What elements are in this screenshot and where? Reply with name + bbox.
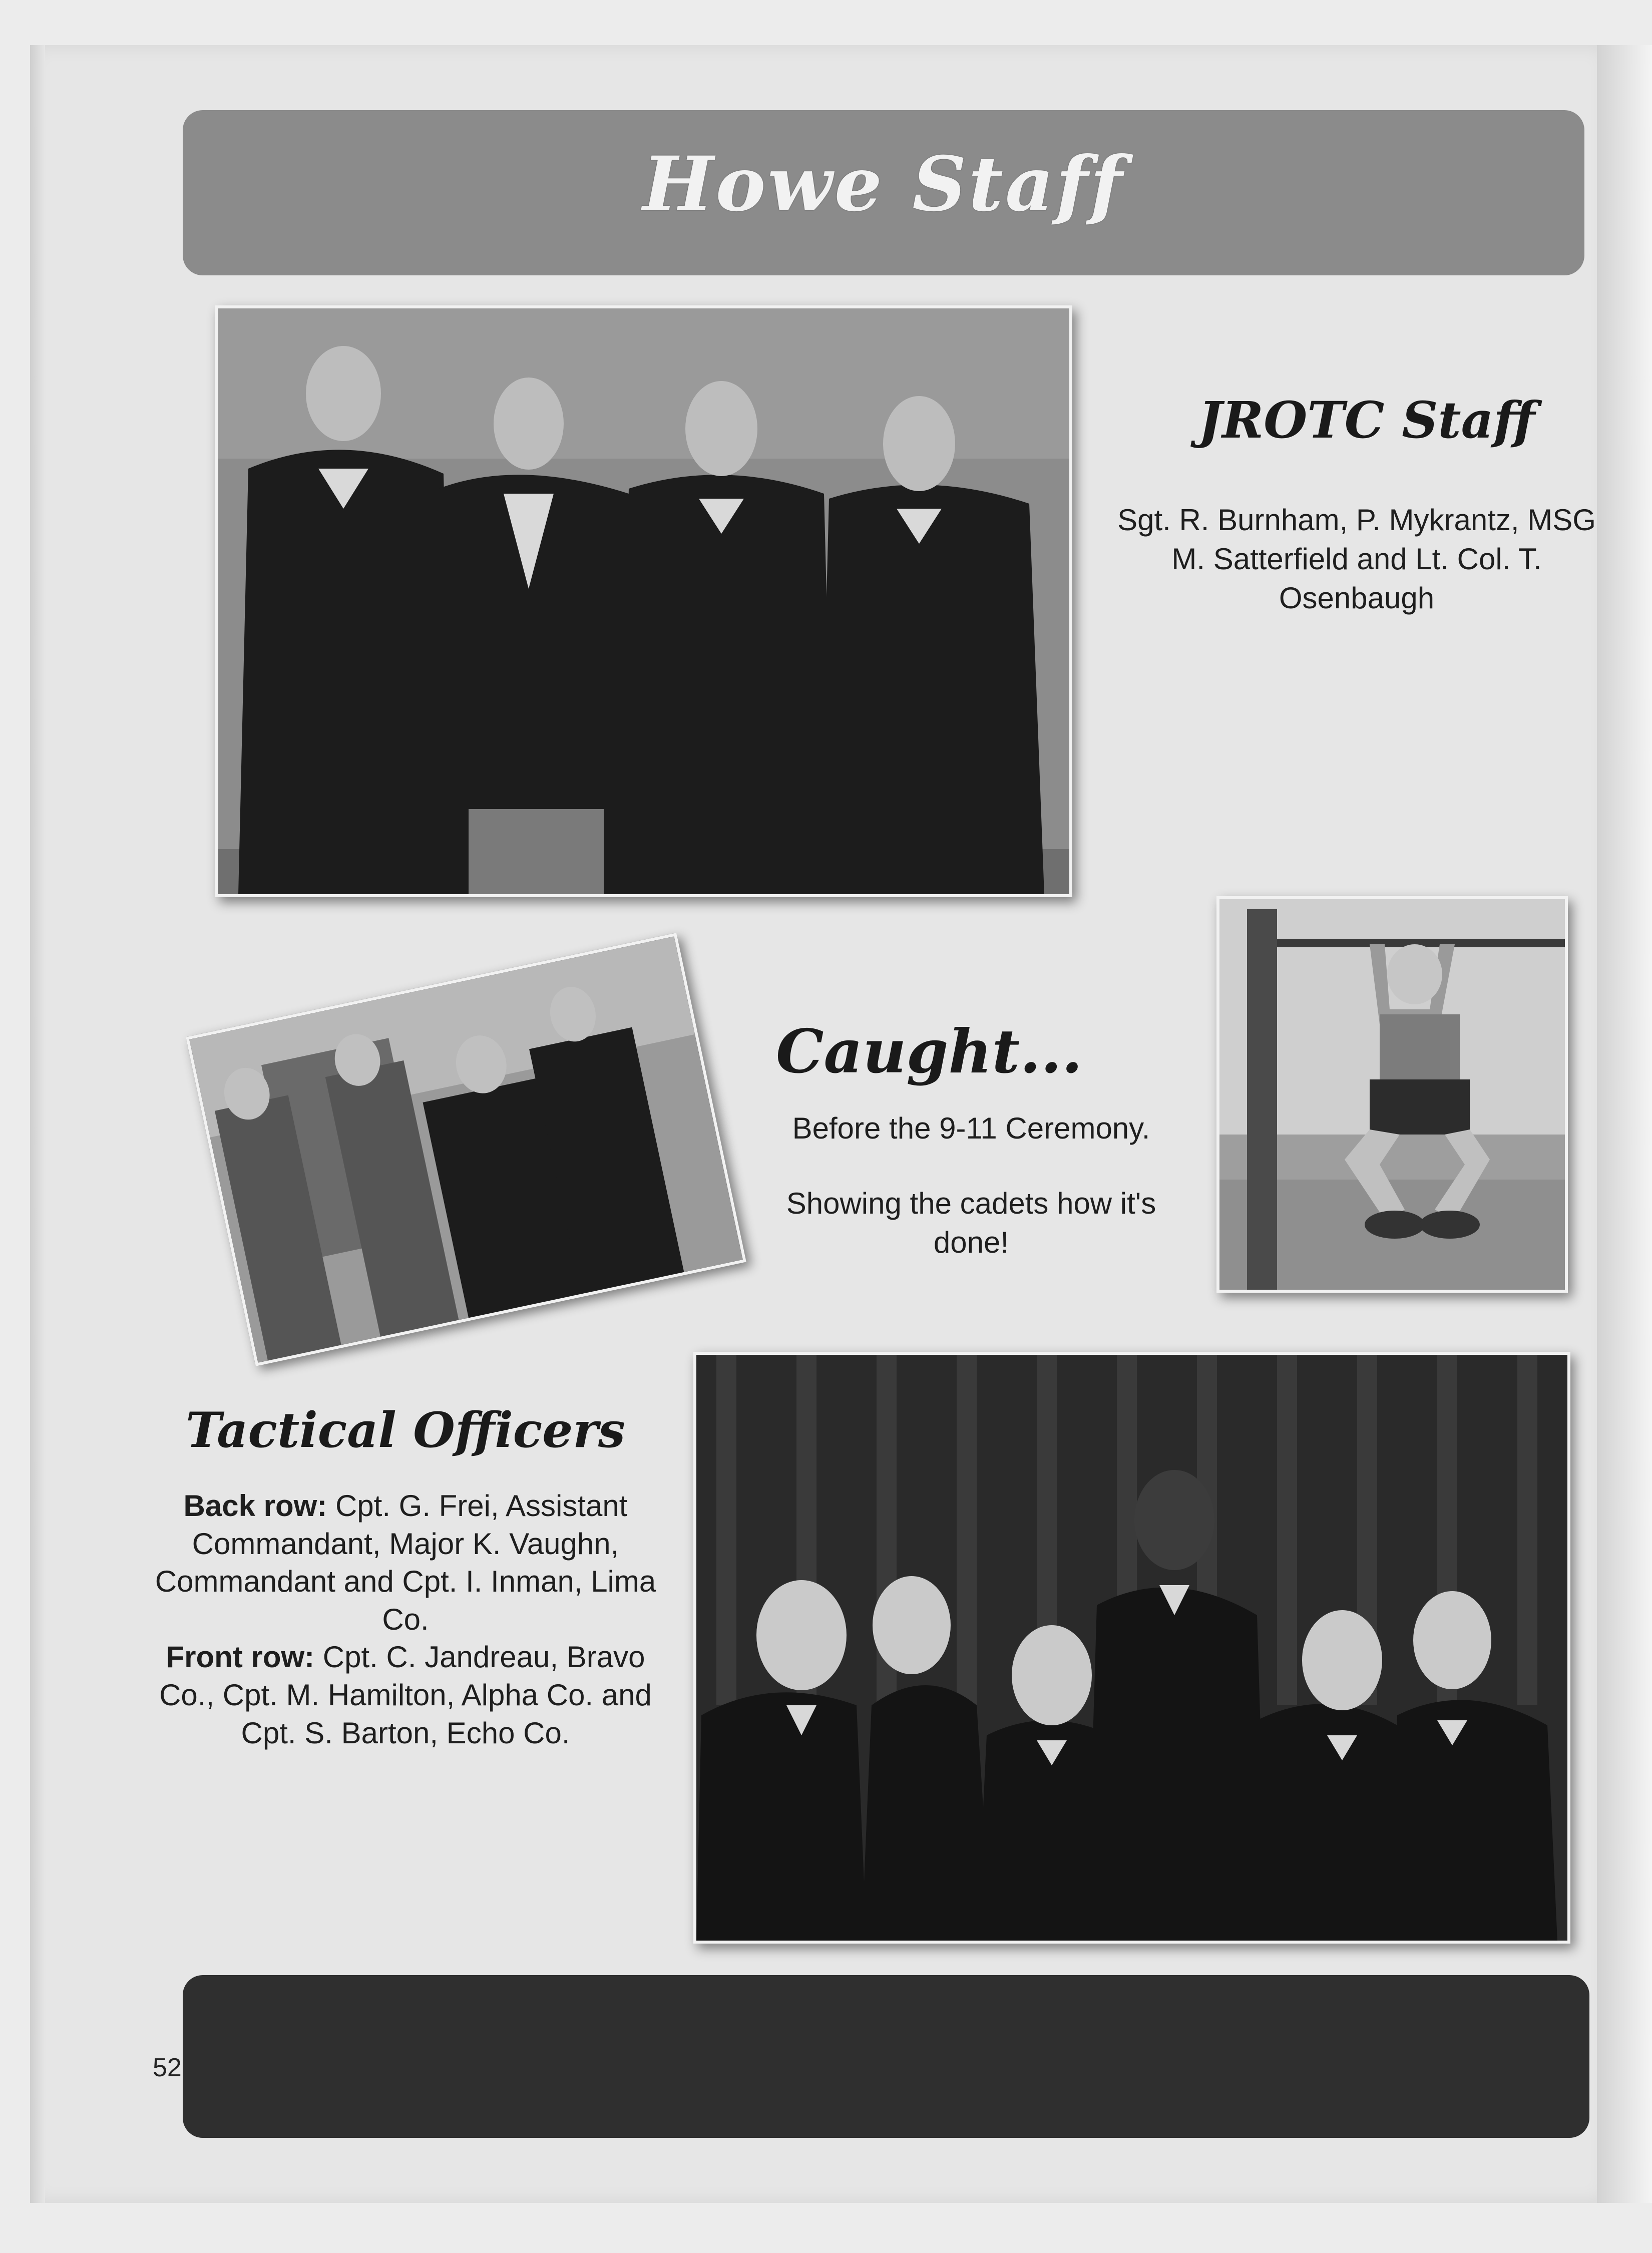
page-right-edge: [1597, 45, 1652, 2203]
jrotc-staff-caption: Sgt. R. Burnham, P. Mykrantz, MSG M. Satterfield and Lt. Col. T. Osenbaugh: [1117, 503, 1596, 615]
jrotc-staff-photo: [215, 305, 1072, 897]
page-number: 52: [153, 2053, 182, 2082]
back-row-names: Cpt. G. Frei, Assistant Commandant, Major K. Vaughn, Commandant and Cpt. I. Inman, Lima Co.: [155, 1489, 656, 1636]
tactical-officers-caption: [145, 1487, 666, 1752]
caught-heading: Caught...: [776, 1016, 1083, 1087]
pullup-photo: [1216, 896, 1568, 1293]
front-row-label: Front row:: [166, 1640, 315, 1674]
page-gutter: [30, 45, 45, 2203]
tactical-officers-heading: Tactical Officers: [186, 1402, 625, 1458]
header-banner: [183, 110, 1584, 275]
page-title: Howe Staff: [642, 140, 1125, 228]
ceremony-caption: Before the 9-11 Ceremony.: [792, 1111, 1150, 1145]
front-row-names: Cpt. C. Jandreau, Bravo Co., Cpt. M. Hamilton, Alpha Co. and Cpt. S. Barton, Echo Co.: [159, 1640, 652, 1750]
pullup-caption: Showing the cadets how it's done!: [786, 1187, 1156, 1259]
tactical-officers-photo: [693, 1352, 1570, 1944]
back-row-label: Back row:: [183, 1489, 327, 1523]
jrotc-staff-heading: JROTC Staff: [1198, 391, 1535, 450]
footer-banner: [183, 1975, 1589, 2138]
